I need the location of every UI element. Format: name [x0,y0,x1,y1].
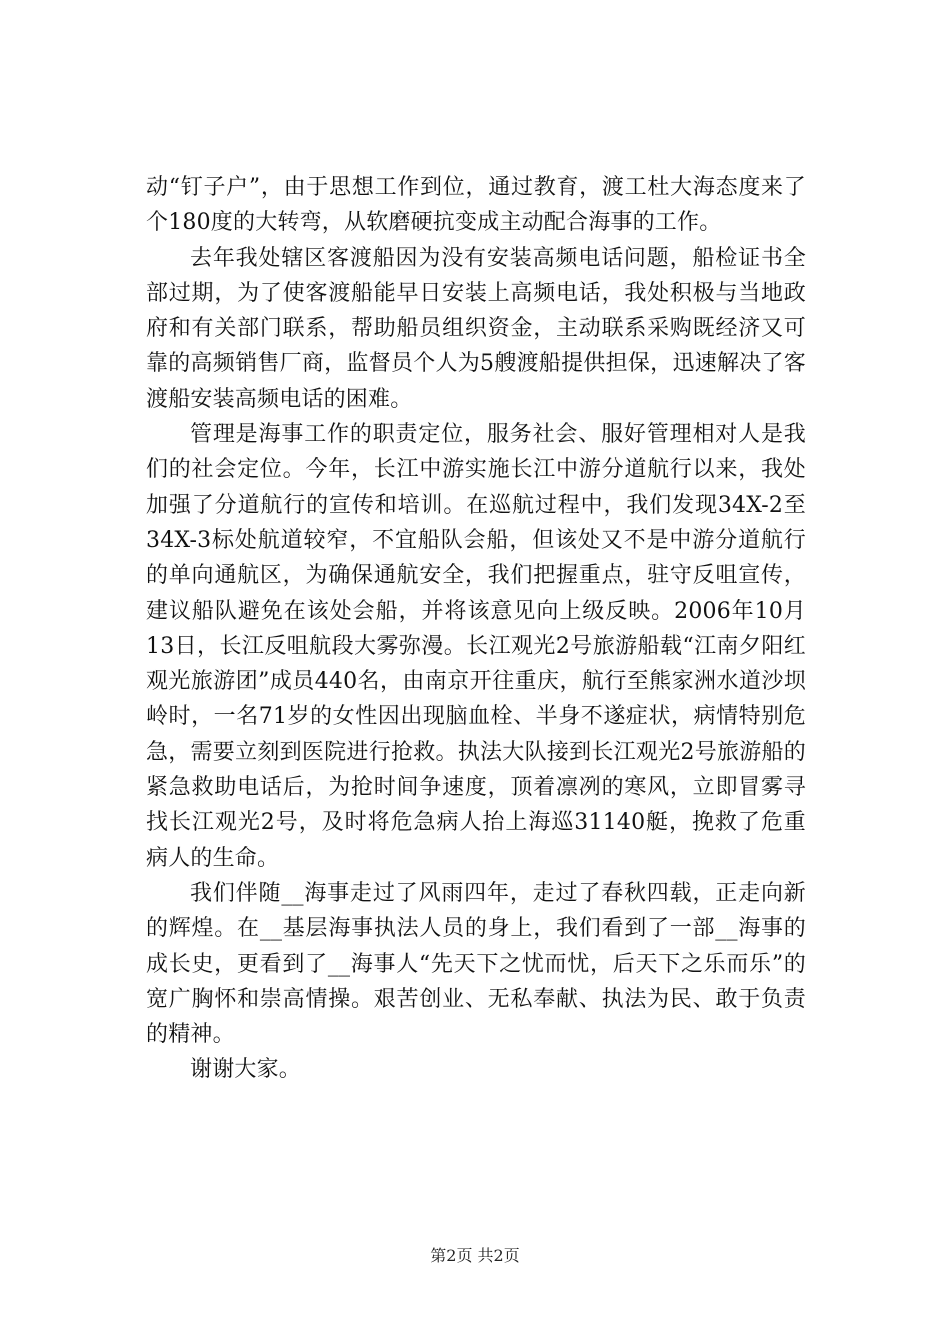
paragraph-radio-installation: 去年我处辖区客渡船因为没有安装高频电话问题，船检证书全部过期，为了使客渡船能早日安装上高频电话，我处积极与当地政府和有关部门联系，帮助船员组织资金，主动联系采购既经济又可靠的高频销售厂商，监督员个人为5艘渡船提供担保，迅速解决了客渡船安装高频电话的困难。 [146,245,806,412]
paragraph-management-rescue: 管理是海事工作的职责定位，服务社会、服好管理相对人是我们的社会定位。今年，长江中游实施长江中游分道航行以来，我处加强了分道航行的宣传和培训。在巡航过程中，我们发现34X-2至34X-3标处航道较窄，不宜船队会船，但该处又不是中游分道航行的单向通航区，为确保通航安全，我们把握重点，驻守反咀宣传，建议船队避免在该处会船，并将该意见向上级反映。2006年10月13日，长江反咀航段大雾弥漫。长江观光2号旅游船载“江南夕阳红观光旅游团”成员440名，由南京开往重庆，航行至熊家洲水道沙坝岭时，一名71岁的女性因出现脑血栓、半身不遂症状，病情特别危急，需要立刻到医院进行抢救。执法大队接到长江观光2号旅游船的紧急救助电话后，为抢时间争速度，顶着凛冽的寒风，立即冒雾寻找长江观光2号，及时将危急病人抬上海巡31140艇，挽救了危重病人的生命。 [146,422,806,871]
document-body [146,170,806,1088]
paragraph-four-years: 我们伴随__海事走过了风雨四年，走过了春秋四载，正走向新的辉煌。在__基层海事执法人员的身上，我们看到了一部__海事的成长史，更看到了__海事人“先天下之忧而忧，后天下之乐而乐”的宽广胸怀和崇高情操。艰苦创业、无私奉献、执法为民、敢于负责的精神。 [146,880,806,1048]
paragraph-continuation: 动“钉子户”，由于思想工作到位，通过教育，渡工杜大海态度来了个180度的大转弯，从软磨硬抗变成主动配合海事的工作。 [146,175,806,236]
page-number-footer: 第2页 共2页 [430,1246,520,1265]
paragraph-thanks: 谢谢大家。 [190,1057,302,1083]
